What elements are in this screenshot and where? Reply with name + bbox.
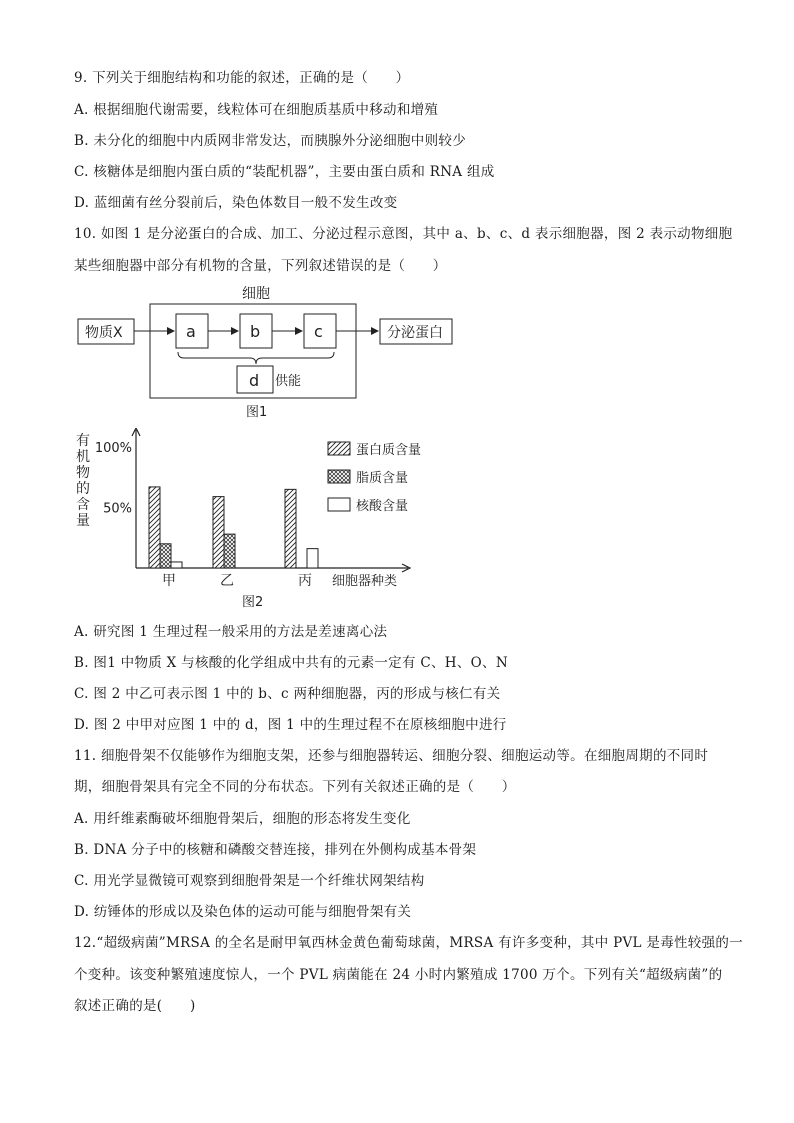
y-tick-label: 50% <box>103 501 132 517</box>
q10-option-a: A. 研究图 1 生理过程一般采用的方法是差速离心法 <box>74 624 388 640</box>
legend-label: 蛋白质含量 <box>356 443 422 458</box>
q9-option-a: A. 根据细胞代谢需要，线粒体可在细胞质基质中移动和增殖 <box>74 102 439 118</box>
q9-option-d: D. 蓝细菌有丝分裂前后，染色体数目一般不发生改变 <box>74 195 398 211</box>
y-axis-label-char: 机 <box>76 449 90 465</box>
q11-stem-line2: 期，细胞骨架具有完全不同的分布状态。下列有关叙述正确的是（ ） <box>74 779 516 795</box>
fig2-caption: 图2 <box>242 595 264 610</box>
figure-1 <box>60 280 480 425</box>
y-axis-label-char: 含 <box>76 497 90 513</box>
bar-cross-1 <box>224 534 235 568</box>
q10-option-d: D. 图 2 中甲对应图 1 中的 d，图 1 中的生理过程不在原核细胞中进行 <box>74 717 507 733</box>
q11-option-b: B. DNA 分子中的核糖和磷酸交替连接，排列在外侧构成基本骨架 <box>74 842 477 858</box>
x-category-label: 丙 <box>298 573 312 589</box>
legend-swatch <box>328 498 350 511</box>
q11-option-d: D. 纺锤体的形成以及染色体的运动可能与细胞骨架有关 <box>74 904 412 920</box>
q9-stem: 9. 下列关于细胞结构和功能的叙述，正确的是（ ） <box>74 70 410 86</box>
legend-label: 脂质含量 <box>356 471 409 486</box>
q10-option-c: C. 图 2 中乙可表示图 1 中的 b、c 两种细胞器，丙的形成与核仁有关 <box>74 686 501 702</box>
y-axis-label-char: 物 <box>76 465 90 481</box>
bar-cross-0 <box>160 544 171 568</box>
fig1-node-a-label: a <box>186 322 196 341</box>
fig1-brace <box>178 352 334 364</box>
legend-label: 核酸含量 <box>356 499 409 514</box>
legend-swatch <box>328 442 350 455</box>
bar-hatch-2 <box>285 489 296 568</box>
q12-stem-line1: 12.“超级病菌”MRSA 的全名是耐甲氧西林金黄色葡萄球菌，MRSA 有许多变种，其中 PVL 是毒性较强的一 <box>74 935 744 951</box>
q10-stem-line1: 10. 如图 1 是分泌蛋白的合成、加工、分泌过程示意图，其中 a、b、c、d 表示细胞器，图 2 表示动物细胞 <box>74 226 733 242</box>
bar-hatch-1 <box>213 497 224 568</box>
y-axis-label-char: 有 <box>76 433 90 449</box>
y-tick-label: 100% <box>94 441 132 456</box>
figure-2-chart <box>60 428 440 613</box>
q9-option-c: C. 核糖体是细胞内蛋白质的“装配机器”，主要由蛋白质和 RNA 组成 <box>74 164 495 180</box>
q12-stem-line2: 个变种。该变种繁殖速度惊人，一个 PVL 病菌能在 24 小时内繁殖成 1700 万个。下列有关“超级病菌”的 <box>74 967 723 983</box>
fig1-cell-label: 细胞 <box>242 286 270 302</box>
x-axis-label: 细胞器种类 <box>332 574 398 589</box>
bar-empty-2 <box>307 549 318 568</box>
legend-swatch <box>328 470 350 483</box>
q12-stem-line3: 叙述正确的是( ) <box>74 998 196 1014</box>
y-axis-label-char: 量 <box>76 513 90 529</box>
q11-option-a: A. 用纤维素酶破坏细胞骨架后，细胞的形态将发生变化 <box>74 811 411 827</box>
bar-hatch-0 <box>149 487 160 568</box>
x-category-label: 甲 <box>162 573 176 589</box>
bar-empty-0 <box>171 562 182 568</box>
fig1-node-d-label: d <box>249 371 260 390</box>
y-axis-label-char: 的 <box>76 481 90 497</box>
q10-stem-line2: 某些细胞器中部分有机物的含量，下列叙述错误的是（ ） <box>74 258 447 274</box>
fig1-node-b-label: b <box>250 322 261 341</box>
fig1-energy-label: 供能 <box>275 374 302 389</box>
fig1-caption: 图1 <box>246 405 268 420</box>
q11-stem-line1: 11. 细胞骨架不仅能够作为细胞支架，还参与细胞器转运、细胞分裂、细胞运动等。在细胞周期的不同时 <box>74 748 709 764</box>
q9-option-b: B. 未分化的细胞中内质网非常发达，而胰腺外分泌细胞中则较少 <box>74 133 467 149</box>
q10-option-b: B. 图1 中物质 X 与核酸的化学组成中共有的元素一定有 C、H、O、N <box>74 655 508 671</box>
q11-option-c: C. 用光学显微镜可观察到细胞骨架是一个纤维状网架结构 <box>74 873 425 889</box>
fig1-input-label: 物质X <box>85 325 123 341</box>
x-category-label: 乙 <box>220 573 234 589</box>
fig1-node-c-label: c <box>314 322 323 341</box>
fig1-output-label: 分泌蛋白 <box>387 325 443 341</box>
